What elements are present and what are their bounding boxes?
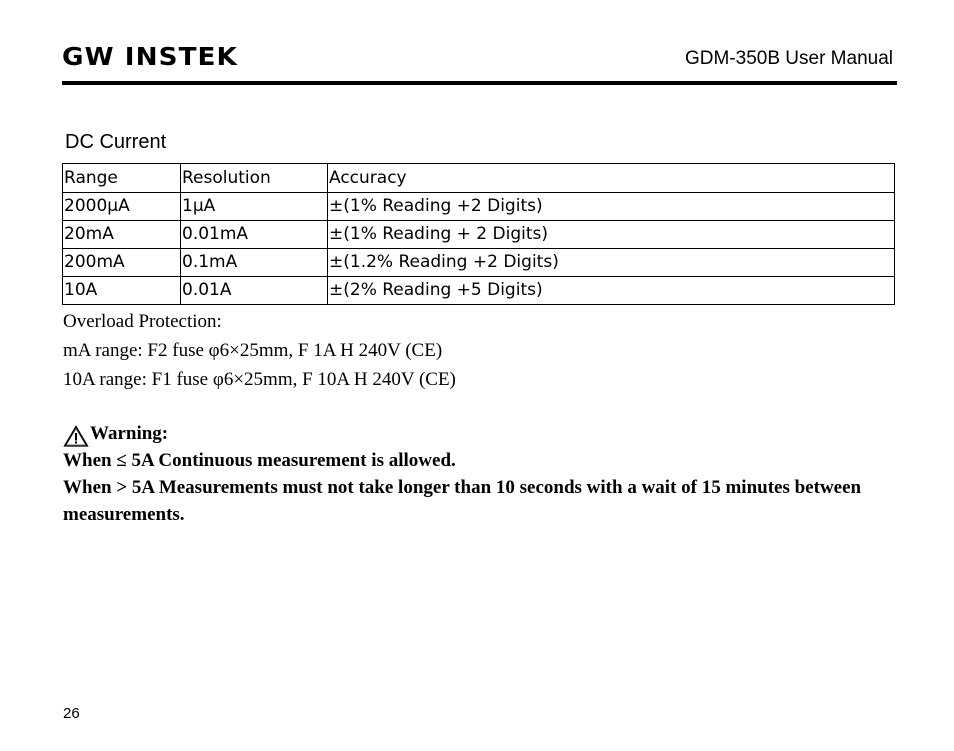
range-cell: 200mA bbox=[63, 249, 181, 277]
manual-title: GDM-350B User Manual bbox=[684, 48, 893, 69]
table-row bbox=[63, 277, 895, 305]
range-cell: 2000μA bbox=[63, 193, 181, 221]
table-row bbox=[63, 193, 895, 221]
resolution-cell: 0.01mA bbox=[181, 221, 328, 249]
column-header-resolution: Resolution bbox=[181, 164, 328, 193]
overload-line-ma: mA range: F2 fuse φ6×25mm, F 1A H 240V (CE) bbox=[63, 340, 443, 361]
warning-heading bbox=[63, 419, 903, 447]
column-header-range: Range bbox=[63, 164, 181, 193]
overload-protection bbox=[63, 307, 903, 394]
warning-title: Warning: bbox=[90, 423, 169, 444]
table-row bbox=[63, 249, 895, 277]
accuracy-cell: ±(1.2% Reading +2 Digits) bbox=[328, 249, 895, 277]
range-cell: 10A bbox=[63, 277, 181, 305]
section-title: DC Current bbox=[65, 131, 167, 153]
resolution-cell: 1μA bbox=[181, 193, 328, 221]
overload-title: Overload Protection: bbox=[63, 311, 222, 332]
warning-triangle-icon bbox=[63, 425, 89, 447]
warning-line-limit: When > 5A Measurements must not take longer than 10 seconds with a wait of 15 minutes between measurements. bbox=[63, 477, 862, 525]
warning-block bbox=[63, 419, 903, 528]
overload-line-10a: 10A range: F1 fuse φ6×25mm, F 10A H 240V (CE) bbox=[63, 369, 456, 390]
header-divider bbox=[62, 81, 897, 85]
accuracy-cell: ±(2% Reading +5 Digits) bbox=[328, 277, 895, 305]
resolution-cell: 0.1mA bbox=[181, 249, 328, 277]
range-cell: 20mA bbox=[63, 221, 181, 249]
dc-current-spec-table bbox=[62, 163, 895, 305]
warning-line-continuous: When ≤ 5A Continuous measurement is allowed. bbox=[63, 450, 456, 471]
accuracy-cell: ±(1% Reading + 2 Digits) bbox=[328, 221, 895, 249]
column-header-accuracy: Accuracy bbox=[328, 164, 895, 193]
page-number: 26 bbox=[63, 705, 80, 722]
table-header-row bbox=[63, 164, 895, 193]
accuracy-cell: ±(1% Reading +2 Digits) bbox=[328, 193, 895, 221]
table-row bbox=[63, 221, 895, 249]
resolution-cell: 0.01A bbox=[181, 277, 328, 305]
brand-logo: GW INSTEK bbox=[62, 42, 238, 71]
